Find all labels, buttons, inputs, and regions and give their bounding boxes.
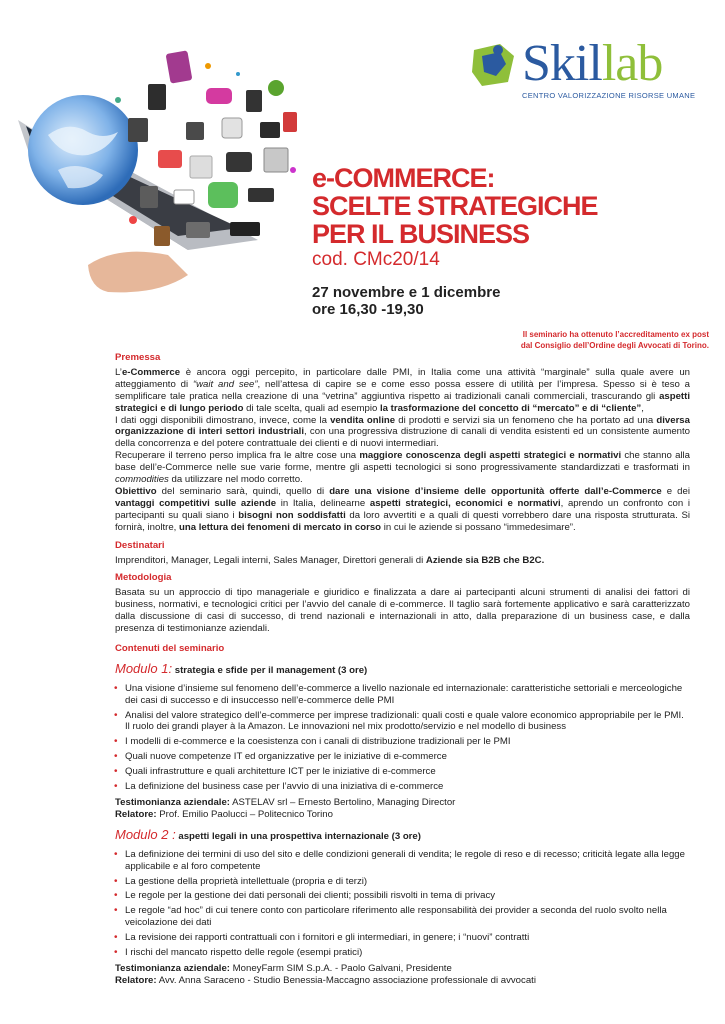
- bullet-icon: •: [114, 751, 118, 763]
- bullet-icon: •: [114, 875, 118, 887]
- laptop-globe-illustration: [8, 40, 308, 300]
- testimony: Testimonianza aziendale: MoneyFarm SIM S.p.A. - Paolo Galvani, Presidente: [115, 962, 452, 974]
- module-heading: [115, 660, 690, 677]
- course-code: cod. CMc20/14: [312, 249, 440, 270]
- list-item: [115, 751, 690, 763]
- list-item-text: Quali infrastrutture e quali architetture ICT per le iniziative di e-commerce: [125, 766, 436, 778]
- module-topics: [115, 849, 690, 959]
- list-item: [115, 710, 690, 734]
- dates-line-1: 27 novembre e 1 dicembre: [312, 284, 501, 301]
- list-item-text: Analisi del valore strategico dell’e-commerce per imprese tradizionali: quali costi e quale valore economico appropriabile per le PMI. Il ruolo dei grandi player à la Amazon. Le innovazioni nel mix prodotto/servizio e nel modello di business: [125, 709, 684, 733]
- title-line-3: PER IL BUSINESS: [312, 219, 530, 249]
- list-item-text: La definizione dei termini di uso del sito e delle condizioni generali di vendita; le regole di reso e di recesso; criticità legate alla legge applicabile e al foro competente: [125, 848, 685, 872]
- section-heading-metodologia: Metodologia: [115, 572, 172, 584]
- module-separator: :: [168, 660, 173, 676]
- bullet-icon: •: [114, 736, 118, 748]
- title-line-1: e-COMMERCE:: [312, 163, 495, 193]
- list-item-text: Le regole “ad hoc” di cui tenere conto con particolare riferimento alle responsabilità dei provider a seconda del ruolo svolto nella veicolazione dei dati: [125, 905, 667, 929]
- list-item-text: La gestione della proprietà intellettuale (propria e di terzi): [125, 875, 368, 887]
- list-item: [115, 876, 690, 888]
- list-item-text: Le regole per la gestione dei dati personali dei clienti; possibili risvolti in tema di privacy: [125, 890, 496, 902]
- course-dates: [312, 284, 500, 318]
- list-item: [115, 905, 690, 929]
- module-separator: :: [168, 826, 176, 842]
- list-item-text: La definizione del business case per l’avvio di una iniziativa di e-commerce: [125, 781, 444, 793]
- module-topics: [115, 683, 690, 793]
- bullet-icon: •: [114, 947, 118, 959]
- accreditation-line-2: dal Consiglio dell’Ordine degli Avvocati di Torino.: [520, 341, 709, 350]
- list-item: [115, 932, 690, 944]
- premessa-paragraph-3: Recuperare il terreno perso implica fra le altre cose una maggiore conoscenza degli aspetti strategici e normativi che stanno alla base dell’e-Commerce nelle sue varie forme, mentre gli aspetti tecnologici si sono progressivamente standardizzati e trasformati in commodities da utilizzare nel modo corretto.: [115, 450, 691, 486]
- section-heading-premessa: Premessa: [115, 352, 161, 363]
- list-item: [115, 890, 690, 902]
- premessa-paragraph-4: Obiettivo del seminario sarà, quindi, quello di dare una visione d’insieme delle opportunità offerte dall’e-Commerce e dei vantaggi competitivi sulle aziende in Italia, delinearne aspetti strategici, economici e normativi, aprendo un confronto con i partecipanti su quali siano i bisogni non soddisfatti da loro avvertiti e a quali di questi vorrebbero dare una risposta strutturata. Si fornirà, inoltre, una lettura dei fenomeni di mercato in corso in cui le aziende si possano “immedesimare”.: [115, 485, 690, 533]
- list-item: [115, 947, 690, 959]
- list-item-text: La revisione dei rapporti contrattuali con i fornitori e gli intermediari, in genere; i “nuovi” contratti: [125, 932, 530, 944]
- section-heading-destinatari: Destinatari: [115, 539, 165, 551]
- bullet-icon: •: [114, 781, 118, 793]
- bullet-icon: •: [114, 766, 118, 778]
- skillab-logo: [470, 35, 696, 108]
- module-name: Modulo 2: [115, 826, 169, 842]
- section-heading-contenuti: Contenuti del seminario: [115, 642, 225, 654]
- list-item-text: Quali nuove competenze IT ed organizzative per le iniziative di e-commerce: [125, 751, 447, 763]
- list-item-text: Una visione d’insieme sul fenomeno dell’e-commerce a livello nazionale ed internazionale: caratteristiche settoriali e merceologiche dei casi di successo e di insuccesso nell’e-commerce delle PMI: [125, 682, 683, 706]
- premessa-paragraph-2: I dati oggi disponibili dimostrano, invece, come la vendita online di prodotti e servizi sia un fenomeno che ha portato ad una diversa organizzazione di interi settori industriali, con una progressiva distruzione di canali di vendita esistenti ed un consistente aumento della concorrenza e del potere contrattuale dei clienti e di nuovi intermediari.: [115, 414, 690, 450]
- list-item: [115, 683, 690, 707]
- bullet-icon: •: [114, 890, 118, 902]
- premessa-paragraph-1: L’e-Commerce è ancora oggi percepito, in particolare dalle PMI, in Italia come una attività “marginale” sulla quale avere un atteggiamento di “wait and see”, nell’attesa di capire se e come esso possa essere di utilità per l’impresa. Spesso si è teso a semplificare tale pratica nella creazione di una “vetrina” aggiuntiva rispetto ai tradizionali canali commerciali, trascurando gli aspetti strategici e di lungo periodo di tale scelta, quali ad esempio la trasformazione del concetto di “mercato” e di “cliente”,: [115, 366, 690, 414]
- module-title: aspetti legali in una prospettiva internazionale (3 ore): [178, 830, 421, 842]
- testimony: Testimonianza aziendale: ASTELAV srl – Ernesto Bertolino, Managing Director: [115, 797, 456, 808]
- accreditation-line-1: Il seminario ha ottenuto l’accreditamento ex post: [522, 330, 709, 339]
- main-content: [115, 352, 690, 987]
- page-title: [312, 164, 612, 248]
- logo-wordmark: Skillab: [522, 35, 663, 92]
- module-title: strategia e sfide per il management (3 ore): [174, 664, 368, 676]
- bullet-icon: •: [114, 682, 118, 694]
- bullet-icon: •: [114, 932, 118, 944]
- module-1: [114, 660, 690, 821]
- title-line-2: SCELTE STRATEGICHE: [312, 191, 598, 221]
- destinatari-text: Imprenditori, Manager, Legali interni, Sales Manager, Direttori generali di Aziende sia B2B che B2C.: [115, 554, 545, 566]
- accreditation-note: [449, 329, 709, 351]
- list-item: [115, 849, 690, 873]
- module-name: Modulo 1: [115, 660, 169, 676]
- bullet-icon: •: [114, 848, 118, 860]
- list-item: [115, 766, 690, 778]
- logo-icon: [470, 42, 518, 88]
- list-item: [115, 781, 690, 793]
- hero-illustration: [8, 40, 308, 300]
- module-2: [114, 826, 690, 987]
- speaker: Relatore: Prof. Emilio Paolucci – Politecnico Torino: [115, 808, 333, 820]
- list-item-text: I rischi del mancato rispetto delle regole (esempi pratici): [125, 947, 363, 959]
- speaker: Relatore: Avv. Anna Saraceno - Studio Benessia-Maccagno associazione professionale di avvocati: [115, 974, 536, 986]
- bullet-icon: •: [114, 905, 118, 917]
- dates-line-2: ore 16,30 -19,30: [312, 301, 424, 318]
- list-item-text: I modelli di e-commerce e la coesistenza con i canali di distribuzione tradizionali per le PMI: [125, 736, 511, 748]
- list-item: [115, 736, 690, 748]
- bullet-icon: •: [114, 709, 118, 721]
- metodologia-text: Basata su un approccio di tipo manageriale e giuridico e finalizzata a dare ai partecipanti alcuni strumenti di analisi dei fattori di business, normativi, e tecnologici critici per l’avvio del canale di e-commerce. Il taglio sarà fortemente applicativo e sarà caratterizzato dalla discussione di casi di successo, di trend nazionali e internazionali in atto, dalla preparazione di un business case, e dalla presenza di testimonianze aziendali.: [115, 587, 690, 635]
- module-heading: [115, 826, 690, 843]
- modules-list: [114, 660, 690, 987]
- logo-tagline: CENTRO VALORIZZAZIONE RISORSE UMANE: [522, 91, 696, 100]
